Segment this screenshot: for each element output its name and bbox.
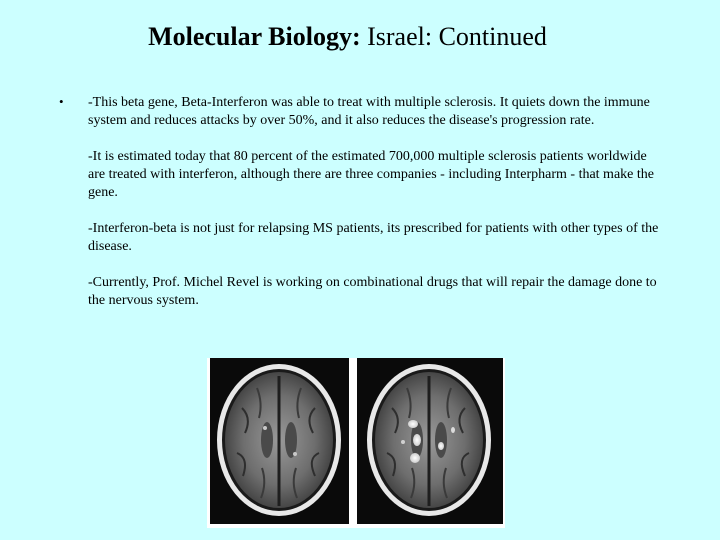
- paragraph-revel-research: -Currently, Prof. Michel Revel is working on combinational drugs that will repair the damage done to the nervous system.: [88, 275, 657, 308]
- paragraph-beta-interferon: -This beta gene, Beta-Interferon was able to treat with multiple sclerosis. It quiets down the immune system and reduces attacks by over 50%, and it also reduces the disease's progression rate.: [88, 95, 650, 128]
- title-bold: Molecular Biology:: [148, 22, 361, 51]
- mri-scan-right: [357, 358, 503, 524]
- title-normal: Israel: Continued: [360, 22, 547, 51]
- mri-scan-left: [210, 358, 349, 524]
- paragraph-treatment-statistics: -It is estimated today that 80 percent of the estimated 700,000 multiple sclerosis patients worldwide are treated with interferon, although there are three companies - including Interpharm - that make the gene.: [88, 149, 654, 200]
- bullet-content: [88, 94, 663, 328]
- mri-brain-scan-image: [207, 358, 505, 528]
- paragraph-ms-types: -Interferon-beta is not just for relapsing MS patients, its prescribed for patients with other types of the disease.: [88, 221, 659, 254]
- slide-title: [0, 20, 695, 54]
- bullet-marker: •: [59, 94, 64, 109]
- mri-scan-pair: [207, 358, 505, 528]
